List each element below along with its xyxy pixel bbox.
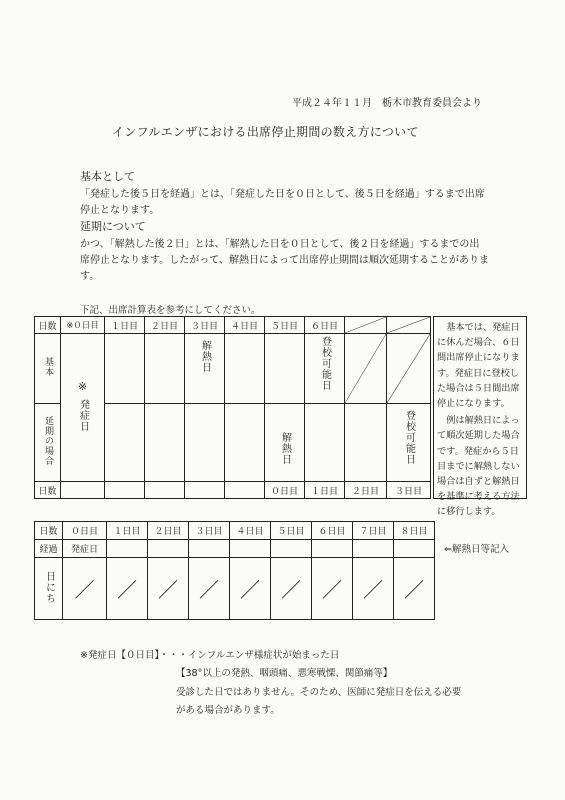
t2-date-1[interactable]: ／ xyxy=(107,558,148,620)
table-intro: 下記、出席計算表を参考にしてください。 xyxy=(80,305,261,316)
t1-row-basic-label: 基本 xyxy=(35,334,61,404)
t2-date-4[interactable]: ／ xyxy=(230,558,271,620)
t1-col-1: １日目 xyxy=(105,317,145,334)
t1-ext-fever-end: 解熱日 xyxy=(265,404,305,482)
t1-basic-d4 xyxy=(225,334,265,404)
t2-col-6: ６日目 xyxy=(312,522,353,540)
note-extend: 例は解熱日によって順次延期した場合です。発症から５日目までに解熱しない場合は自ずと解熱日を基準に考える方法に移行します。 xyxy=(437,415,520,518)
issuer-date-line: 平成２４年１１月 栃木市教育委員会より xyxy=(292,98,482,109)
note-basic: 基本では、発症日に休んだ場合、６日間出席停止になります。発症日に登校した場合は５日間出席停止になります。 xyxy=(437,322,520,410)
t1-basic-fever-end: 解熱日 xyxy=(185,334,225,404)
section-basic-line-1: 「発症した後５日を経過」とは、「発症した日を０日として、後５日を経過」するまで出席 xyxy=(80,189,485,200)
note-line-4: がある場合があります。 xyxy=(176,705,280,716)
fill-in-table xyxy=(34,521,435,620)
t2-date-0[interactable]: ／ xyxy=(63,558,107,620)
t1-ext-d3 xyxy=(185,404,225,482)
attendance-calc-table xyxy=(34,316,431,499)
t1-bottom-1 xyxy=(105,482,145,499)
t2-onset-cell: 発症日 xyxy=(63,540,107,558)
t1-basic-d2 xyxy=(145,334,185,404)
note-line-3: 受診した日ではありません。そのため、医師に発症日を伝える必要 xyxy=(176,687,462,698)
section-extend-line-1: かつ、「解熱した後２日」とは、「解熱した日を０日として、後２日を経過」するまでの出 xyxy=(80,239,480,250)
t2-date-8[interactable]: ／ xyxy=(394,558,435,620)
t1-basic-return-day: 登校可能日 xyxy=(305,334,345,404)
t1-bottom-3 xyxy=(185,482,225,499)
t1-ext-d6 xyxy=(305,404,345,482)
t2-progress-6[interactable] xyxy=(312,540,353,558)
t1-bottom-day-3: ３日目 xyxy=(387,482,431,499)
t1-ext-d2 xyxy=(145,404,185,482)
t1-row-extend-label: 延期の場合 xyxy=(35,404,61,482)
t1-col-6: ６日目 xyxy=(305,317,345,334)
t1-col-3: ３日目 xyxy=(185,317,225,334)
t1-onset-cell xyxy=(61,334,105,482)
t2-progress-1[interactable] xyxy=(107,540,148,558)
section-extend-line-2: 席停止となります。したがって、解熱日によって出席停止期間は順次延期することがありま xyxy=(80,255,489,266)
t1-bottom-days-label: 日数 xyxy=(35,482,61,499)
t2-col-0: ０日目 xyxy=(63,522,107,540)
t1-basic-d5 xyxy=(265,334,305,404)
t1-col-5: ５日目 xyxy=(265,317,305,334)
t2-progress-2[interactable] xyxy=(148,540,189,558)
t1-bottom-2 xyxy=(145,482,185,499)
t1-bottom-day-0: ０日目 xyxy=(265,482,305,499)
t2-col-5: ５日目 xyxy=(271,522,312,540)
table-side-note xyxy=(433,316,527,518)
t2-progress-5[interactable] xyxy=(271,540,312,558)
t2-progress-4[interactable] xyxy=(230,540,271,558)
t2-progress-7[interactable] xyxy=(353,540,394,558)
note-line-1: ※発症日【０日目】・・・インフルエンザ様症状が始まった日 xyxy=(80,650,340,661)
t2-date-7[interactable]: ／ xyxy=(353,558,394,620)
t2-date-2[interactable]: ／ xyxy=(148,558,189,620)
t1-basic-empty-8 xyxy=(387,334,431,404)
t2-date-6[interactable]: ／ xyxy=(312,558,353,620)
document-title: インフルエンザにおける出席停止期間の数え方について xyxy=(112,125,419,139)
section-basic xyxy=(80,168,485,219)
note-line-2: 【38°以上の発熱、咽頭痛、悪寒戦慄、関節痛等】 xyxy=(176,668,393,679)
t1-ext-d4 xyxy=(225,404,265,482)
t2-date-3[interactable]: ／ xyxy=(189,558,230,620)
t2-col-8: ８日目 xyxy=(394,522,435,540)
t2-col-2: ２日目 xyxy=(148,522,189,540)
t1-basic-d1 xyxy=(105,334,145,404)
t1-bottom-day-1: １日目 xyxy=(305,482,345,499)
t1-bottom-0 xyxy=(61,482,105,499)
t1-col-2: ２日目 xyxy=(145,317,185,334)
t1-basic-empty-7 xyxy=(345,334,387,404)
t1-ext-return-day: 登校可能日 xyxy=(387,404,431,482)
section-extend-heading: 延期について xyxy=(80,220,146,233)
t1-bottom-day-2: ２日目 xyxy=(345,482,387,499)
t1-col-4: ４日目 xyxy=(225,317,265,334)
t1-empty-col-7 xyxy=(345,317,387,334)
t2-header-days: 日数 xyxy=(35,522,63,540)
t2-progress-3[interactable] xyxy=(189,540,230,558)
t2-col-3: ３日目 xyxy=(189,522,230,540)
onset-label: 発症日 xyxy=(77,399,89,432)
t2-col-7: ７日目 xyxy=(353,522,394,540)
t2-col-1: １日目 xyxy=(107,522,148,540)
fill-in-instruction: ⇐解熱日等記入 xyxy=(444,544,509,555)
t1-header-days: 日数 xyxy=(35,317,61,334)
t2-date-label: 日にち xyxy=(35,558,63,620)
section-extend xyxy=(80,218,489,285)
t2-col-4: ４日目 xyxy=(230,522,271,540)
onset-mark: ※ xyxy=(77,380,88,393)
onset-definition-notes xyxy=(80,645,461,719)
t1-empty-col-8 xyxy=(387,317,431,334)
t1-ext-d7 xyxy=(345,404,387,482)
section-basic-line-2: 停止となります。 xyxy=(80,205,160,216)
t2-progress-label: 経過 xyxy=(35,540,63,558)
t2-progress-8[interactable] xyxy=(394,540,435,558)
t1-ext-d1 xyxy=(105,404,145,482)
t2-date-5[interactable]: ／ xyxy=(271,558,312,620)
section-extend-line-3: す。 xyxy=(80,271,100,282)
section-basic-heading: 基本として xyxy=(80,170,135,183)
t1-bottom-4 xyxy=(225,482,265,499)
t1-col-0: ※０日目 xyxy=(61,317,105,334)
